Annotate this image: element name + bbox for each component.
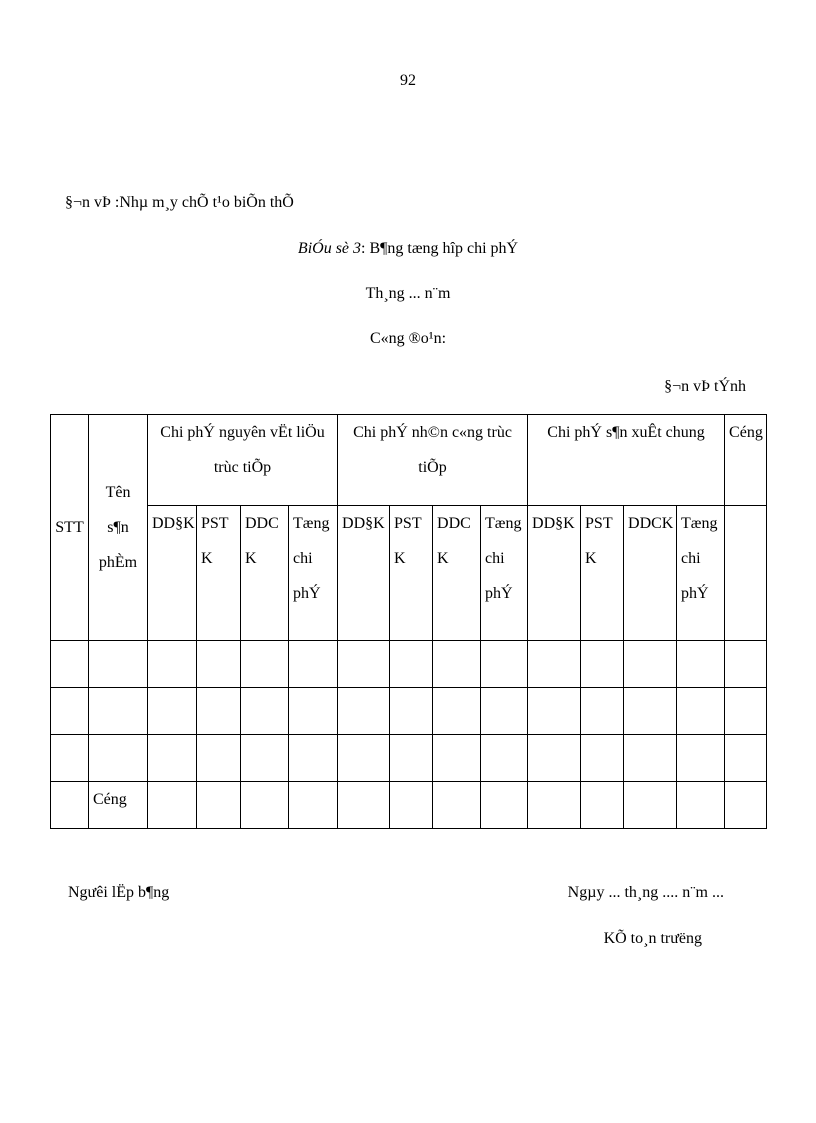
form-title [0, 240, 816, 258]
unit-line: §¬n vÞ :Nhµ m¸y chÕ t¹o biÕn thÕ [65, 194, 294, 211]
header-product-line2: phÈm [98, 554, 138, 571]
table-row [51, 641, 767, 688]
header-row-groups [51, 415, 767, 506]
header-overhead-cost: Chi phÝ s¶n xuÊt chung [528, 415, 725, 506]
sub-closing-labor: DDC K [433, 506, 481, 641]
header-material-cost: Chi phÝ nguyên vËt liÖu trùc tiÕp [148, 415, 338, 506]
header-product [89, 415, 148, 641]
chief-accountant-signature: KÕ to¸n trưëng [603, 930, 702, 947]
sub-incurred-material: PST K [197, 506, 241, 641]
cost-summary-table [50, 414, 767, 829]
signature-date: Ngµy ... th¸ng .... n¨m ... [567, 884, 724, 901]
sub-total-material: Tæng chi phÝ [289, 506, 338, 641]
stage-line: C«ng ®o¹n: [369, 330, 447, 347]
total-row-label: Céng [89, 782, 148, 829]
header-row-subs [51, 506, 767, 641]
sub-opening-material: DD§K [148, 506, 197, 641]
sub-incurred-labor: PST K [390, 506, 433, 641]
sub-opening-labor: DD§K [338, 506, 390, 641]
header-labor-cost: Chi phÝ nh©n c«ng trùc tiÕp [338, 415, 528, 506]
sub-opening-overhead: DD§K [528, 506, 581, 641]
header-product-line1: Tên s¶n [105, 484, 131, 536]
total-row [51, 782, 767, 829]
header-total: Céng [725, 415, 767, 506]
sub-total-labor: Tæng chi phÝ [481, 506, 528, 641]
sub-total-overhead: Tæng chi phÝ [677, 506, 725, 641]
sub-closing-material: DDC K [241, 506, 289, 641]
sub-closing-overhead: DDCK [624, 506, 677, 641]
header-stt: STT [51, 415, 89, 641]
sub-incurred-overhead: PST K [581, 506, 624, 641]
currency-unit: §¬n vÞ tÝnh [664, 378, 746, 395]
table-row [51, 735, 767, 782]
page-number: 92 [400, 72, 416, 89]
sub-total-blank [725, 506, 767, 641]
table-row [51, 688, 767, 735]
form-title-text: : B¶ng tæng hîp chi phÝ [361, 240, 519, 257]
form-number: BiÓu sè 3 [297, 240, 362, 257]
month-line: Th¸ng ... n¨m [365, 285, 451, 302]
preparer-signature: Ngưêi lËp b¶ng [68, 884, 170, 901]
